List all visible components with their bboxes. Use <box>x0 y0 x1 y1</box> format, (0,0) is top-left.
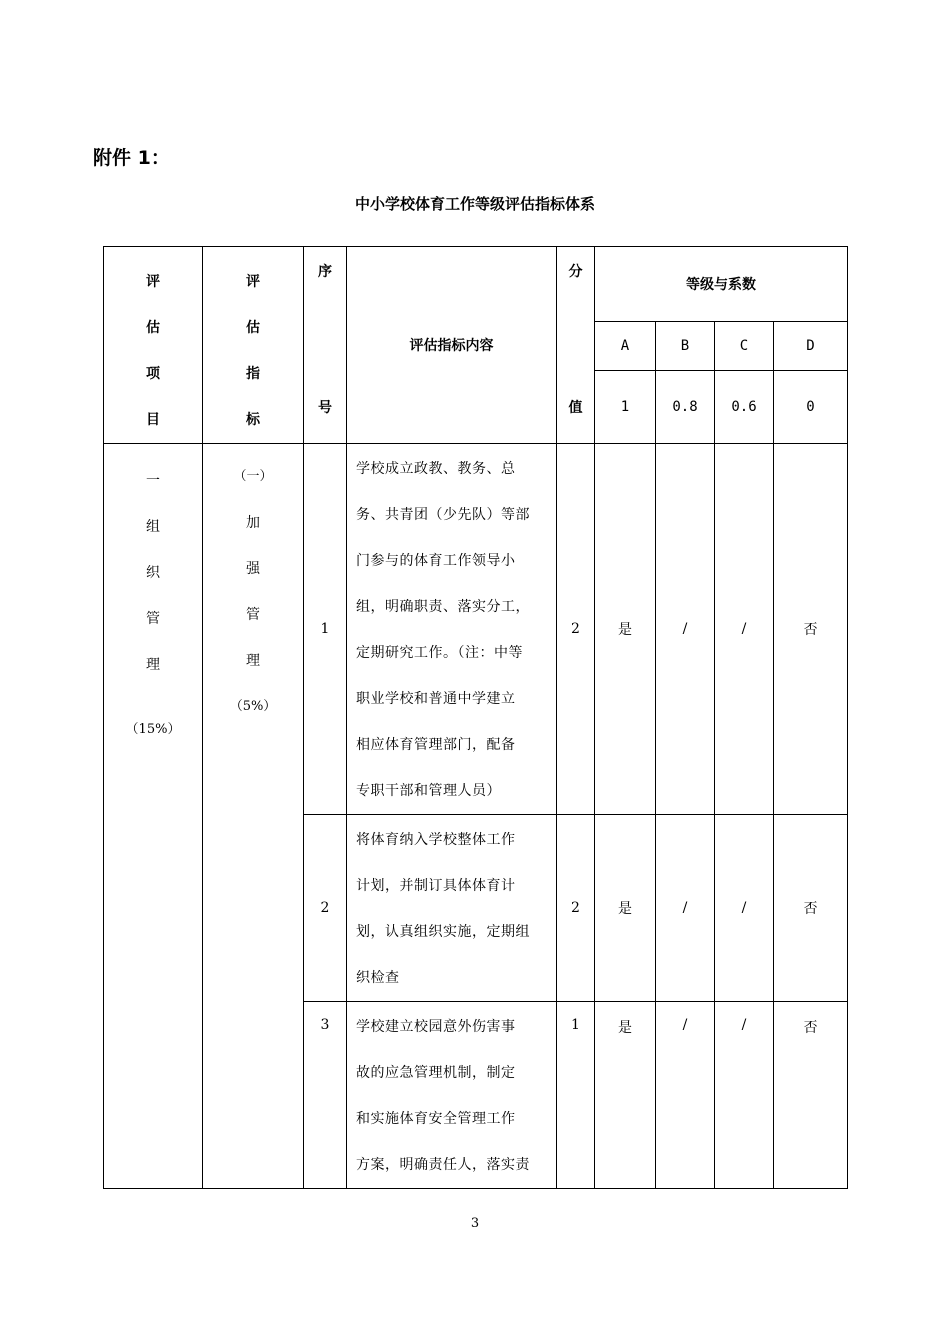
row2-content: 将体育纳入学校整体工作 计划，并制订具体体育计 划，认真组织实施，定期组 织检查 <box>347 815 557 1002</box>
project-cell: 一 组 织 管 理 （15%） <box>104 444 203 1189</box>
attachment-label: 附件 1： <box>93 147 170 169</box>
row1-grade-a: 是 <box>595 444 656 815</box>
row3-grade-d: 否 <box>774 1002 848 1189</box>
row2-grade-b: / <box>656 815 715 1002</box>
header-project: 评 估 项 目 <box>104 247 203 444</box>
row1-score: 2 <box>557 444 595 815</box>
row2-grade-c: / <box>715 815 774 1002</box>
row1-seq: 1 <box>304 444 347 815</box>
coef-d: 0 <box>774 371 848 444</box>
page-number: 3 <box>470 1216 480 1231</box>
grade-a-label: A <box>595 321 656 370</box>
row2-grade-a: 是 <box>595 815 656 1002</box>
row1-grade-c: / <box>715 444 774 815</box>
row1-content: 学校成立政教、教务、总 务、共青团（少先队）等部 门参与的体育工作领导小 组，明确职责、落实分工， 定期研究工作。（注：中等 职业学校和普通中学建立 相应体育管理部门，配备 专职干部和管理人员） <box>347 444 557 815</box>
document-title: 中小学校体育工作等级评估指标体系 <box>354 195 595 213</box>
coef-a: 1 <box>595 371 656 444</box>
row3-seq: 3 <box>304 1002 347 1189</box>
row3-content: 学校建立校园意外伤害事 故的应急管理机制，制定 和实施体育安全管理工作 方案，明确责任人，落实责 <box>347 1002 557 1189</box>
header-score: 分 值 <box>557 247 595 444</box>
coef-b: 0.8 <box>656 371 715 444</box>
evaluation-table <box>103 246 848 1189</box>
grade-c-label: C <box>715 321 774 370</box>
row2-grade-d: 否 <box>774 815 848 1002</box>
header-grade-group: 等级与系数 <box>595 247 848 322</box>
header-indicator: 评 估 指 标 <box>203 247 304 444</box>
row1-grade-d: 否 <box>774 444 848 815</box>
row1-grade-b: / <box>656 444 715 815</box>
grade-b-label: B <box>656 321 715 370</box>
project-weight: （15%） <box>125 722 181 737</box>
row3-score: 1 <box>557 1002 595 1189</box>
header-content: 评估指标内容 <box>347 247 557 444</box>
grade-d-label: D <box>774 321 848 370</box>
row3-grade-b: / <box>656 1002 715 1189</box>
row2-seq: 2 <box>304 815 347 1002</box>
row2-score: 2 <box>557 815 595 1002</box>
header-seq: 序 号 <box>304 247 347 444</box>
row3-grade-c: / <box>715 1002 774 1189</box>
row3-grade-a: 是 <box>595 1002 656 1189</box>
coef-c: 0.6 <box>715 371 774 444</box>
indicator-cell: （一） 加 强 管 理 （5%） <box>203 444 304 1189</box>
